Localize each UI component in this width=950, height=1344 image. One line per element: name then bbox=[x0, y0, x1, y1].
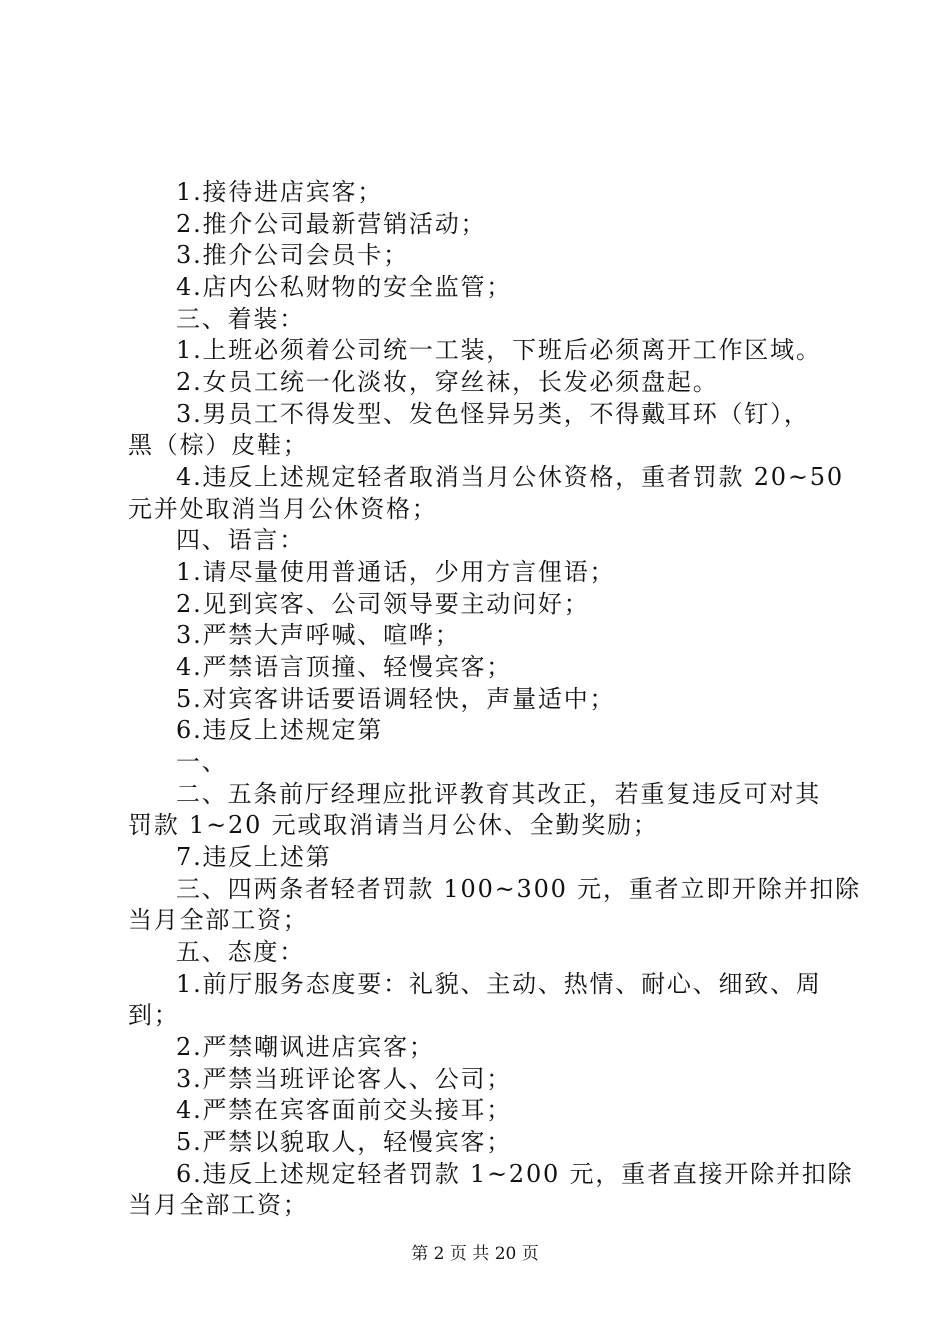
section-heading: 三、着装： bbox=[176, 305, 305, 333]
text-line: 1.上班必须着公司统一工装，下班后必须离开工作区域。 bbox=[176, 336, 822, 364]
text-line: 当月全部工资； bbox=[128, 906, 309, 934]
text-line: 1.接待进店宾客； bbox=[176, 178, 384, 206]
text-line: 5.严禁以貌取人，轻慢宾客； bbox=[176, 1128, 513, 1156]
text-line: 6.违反上述规定轻者罚款 1~200 元，重者直接开除并扣除 bbox=[176, 1160, 854, 1188]
text-line: 三、四两条者轻者罚款 100~300 元，重者立即开除并扣除 bbox=[176, 875, 861, 903]
section-heading: 五、态度： bbox=[176, 938, 305, 966]
text-line: 4.违反上述规定轻者取消当月公休资格，重者罚款 20~50 bbox=[176, 463, 844, 491]
text-line: 3.严禁当班评论客人、公司； bbox=[176, 1065, 513, 1093]
text-line: 2.推介公司最新营销活动； bbox=[176, 210, 487, 238]
text-line: 2.严禁嘲讽进店宾客； bbox=[176, 1033, 435, 1061]
text-line: 二、五条前厅经理应批评教育其改正，若重复违反可对其 bbox=[176, 780, 821, 808]
text-line: 4.店内公私财物的安全监管； bbox=[176, 273, 513, 301]
text-line: 黑（棕）皮鞋； bbox=[128, 431, 309, 459]
text-line: 3.推介公司会员卡； bbox=[176, 241, 409, 269]
text-line: 1.前厅服务态度要：礼貌、主动、热情、耐心、细致、周 bbox=[176, 970, 822, 998]
text-line: 4.严禁语言顶撞、轻慢宾客； bbox=[176, 653, 513, 681]
text-line: 7.违反上述第 bbox=[176, 843, 332, 871]
page-number: 第 2 页 共 20 页 bbox=[411, 1244, 539, 1264]
text-line: 元并处取消当月公休资格； bbox=[128, 495, 438, 523]
text-line: 2.女员工统一化淡妆，穿丝袜，长发必须盘起。 bbox=[176, 368, 719, 396]
text-line: 4.严禁在宾客面前交头接耳； bbox=[176, 1096, 513, 1124]
text-line: 一、 bbox=[176, 748, 228, 776]
text-line: 5.对宾客讲话要语调轻快，声量适中； bbox=[176, 685, 616, 713]
text-line: 3.男员工不得发型、发色怪异另类，不得戴耳环（钉）， bbox=[176, 400, 810, 428]
text-line: 当月全部工资； bbox=[128, 1191, 309, 1219]
section-heading: 四、语言： bbox=[176, 526, 305, 554]
text-line: 1.请尽量使用普通话，少用方言俚语； bbox=[176, 558, 616, 586]
text-line: 2.见到宾客、公司领导要主动问好； bbox=[176, 590, 590, 618]
text-line: 6.违反上述规定第 bbox=[176, 716, 384, 744]
text-line: 罚款 1~20 元或取消请当月公休、全勤奖励； bbox=[128, 811, 659, 839]
text-line: 到； bbox=[128, 1001, 180, 1029]
text-line: 3.严禁大声呼喊、喧哗； bbox=[176, 621, 461, 649]
